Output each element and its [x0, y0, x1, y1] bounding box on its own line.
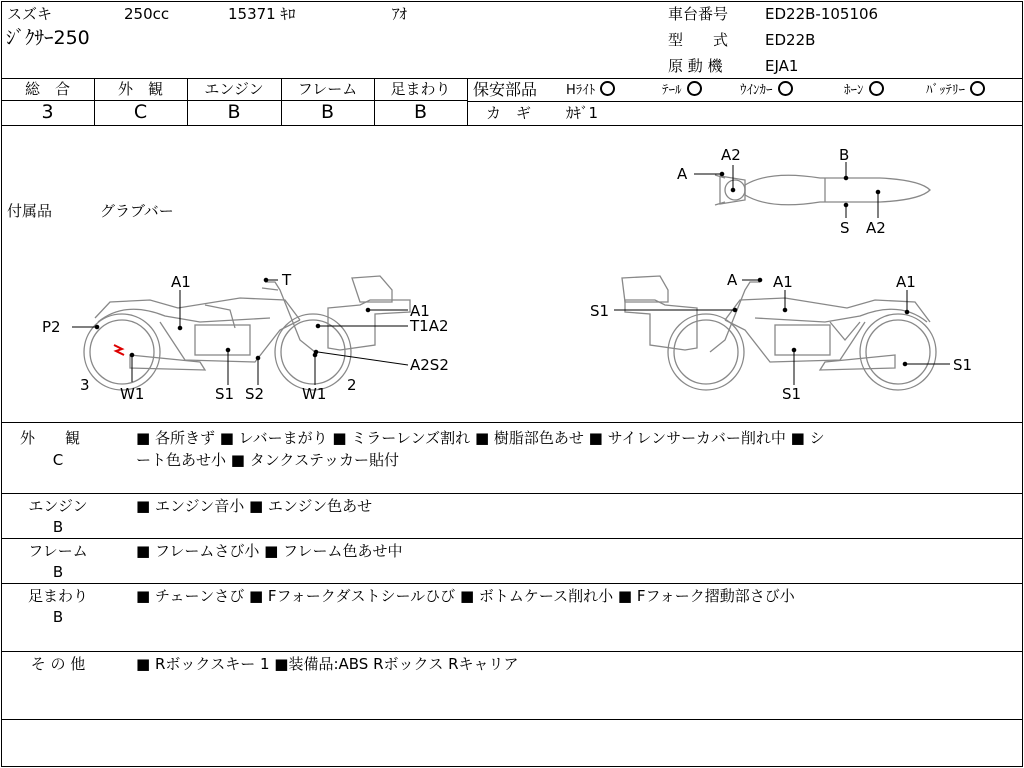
label-right-a: A	[727, 271, 738, 289]
remark-suspension-grade: B	[52, 608, 64, 626]
grade-overall-value: 3	[41, 101, 54, 123]
model-type-label: 型 式	[668, 31, 729, 49]
remark-other-line: ■ Rボックスキー 1 ■装備品:ABS Rボックス Rキャリア	[136, 655, 519, 673]
label-right-a1: A1	[773, 273, 793, 291]
label-left-a2s2: A2S2	[410, 356, 449, 374]
remarks-divider	[1, 651, 1023, 652]
safety-parts-label: 保安部品	[473, 80, 538, 99]
grade-row-top-border	[1, 78, 1023, 79]
displacement: 250cc	[124, 5, 170, 23]
grade-suspension-value: B	[413, 101, 428, 123]
remark-exterior-grade: C	[52, 451, 64, 469]
remarks-divider	[1, 583, 1023, 584]
grade-suspension-label: 足まわり	[390, 80, 451, 98]
label-left-a1: A1	[171, 273, 191, 291]
remarks-bottom-border	[1, 719, 1023, 720]
grade-frame-label: フレーム	[297, 80, 358, 98]
safety-item-winker: ｳｲﾝｶｰ	[740, 81, 793, 100]
label-right-a1b: A1	[896, 273, 916, 291]
frame-number-value: ED22B-105106	[765, 5, 879, 23]
label-left-2: 2	[347, 376, 357, 394]
engine-type-value: EJA1	[765, 57, 799, 75]
grade-engine-value: B	[227, 101, 241, 123]
label-top-a2b: A2	[866, 219, 886, 237]
grade-frame-value: B	[320, 101, 335, 123]
remark-suspension-line: ■ チェーンさび ■ Fフォークダストシールひび ■ ボトムケース削れ小 ■ Fフォーク摺動部さび小	[136, 587, 795, 605]
accessories-value: グラブバー	[100, 202, 174, 220]
label-left-3: 3	[80, 376, 90, 394]
label-top-s: S	[840, 219, 850, 237]
motorcycle-damage-diagram	[0, 126, 1024, 422]
remark-suspension-category: 足まわり	[27, 587, 88, 605]
ok-circle-icon	[869, 81, 884, 96]
remarks-divider	[1, 538, 1023, 539]
label-left-a1b: A1	[410, 302, 430, 320]
remark-exterior-line: ート色あせ小 ■ タンクステッカー貼付	[136, 451, 399, 469]
label-right-s1b: S1	[953, 356, 973, 374]
model-type-value: ED22B	[765, 31, 816, 49]
label-left-w1: W1	[120, 385, 145, 403]
safety-item-headlight: Hﾗｲﾄ	[566, 81, 615, 100]
remarks-top-border	[1, 422, 1023, 423]
ok-circle-icon	[687, 81, 702, 96]
maker: スズキ	[7, 5, 53, 23]
remark-frame-category: フレーム	[28, 542, 88, 560]
label-left-p2: P2	[42, 318, 61, 336]
safety-item-horn: ﾎｰﾝ	[844, 81, 884, 100]
grade-overall-label: 総 合	[24, 80, 70, 98]
grade-exterior-value: C	[133, 101, 148, 123]
remark-frame-line: ■ フレームさび小 ■ フレーム色あせ中	[136, 542, 403, 560]
body-color: ｱｵ	[392, 5, 408, 23]
key-value: ｶｷﾞ1	[566, 104, 599, 122]
accessories-label: 付属品	[7, 202, 53, 220]
remark-engine-grade: B	[52, 518, 64, 536]
grade-exterior-label: 外 観	[117, 80, 163, 98]
label-left-w1b: W1	[302, 385, 327, 403]
frame-number-label: 車台番号	[668, 5, 729, 23]
ok-circle-icon	[970, 81, 985, 96]
remarks-divider	[1, 493, 1023, 494]
remark-exterior-category: 外 観	[19, 429, 80, 447]
label-top-a: A	[677, 165, 688, 183]
ok-circle-icon	[600, 81, 615, 96]
key-label: カ ギ	[486, 104, 532, 122]
remark-engine-line: ■ エンジン音小 ■ エンジン色あせ	[136, 497, 373, 515]
remark-other-category: そ の 他	[30, 655, 86, 673]
remark-frame-grade: B	[52, 563, 64, 581]
remark-exterior-line: ■ 各所きず ■ レバーまがり ■ ミラーレンズ割れ ■ 樹脂部色あせ ■ サイレンサーカバー削れ中 ■ シ	[136, 429, 825, 447]
mileage: 15371 ｷﾛ	[228, 5, 296, 23]
label-left-t1a2: T1A2	[410, 317, 449, 335]
label-top-b: B	[839, 146, 850, 164]
safety-item-battery: ﾊﾞｯﾃﾘｰ	[926, 81, 985, 100]
label-left-s1: S1	[215, 385, 235, 403]
model-name: ｼﾞｸｻｰ250	[6, 27, 90, 49]
ok-circle-icon	[778, 81, 793, 96]
label-top-a2: A2	[721, 146, 741, 164]
grade-engine-label: エンジン	[204, 80, 264, 98]
remark-engine-category: エンジン	[28, 497, 88, 515]
engine-type-label: 原 動 機	[668, 57, 723, 75]
label-left-t: T	[282, 271, 292, 289]
label-right-s1: S1	[590, 302, 610, 320]
safety-item-taillight: ﾃｰﾙ	[662, 81, 702, 100]
grade-col-divider	[467, 78, 468, 125]
label-right-s1c: S1	[782, 385, 802, 403]
safety-row-mid-border	[467, 101, 1023, 102]
label-left-s2: S2	[245, 385, 265, 403]
